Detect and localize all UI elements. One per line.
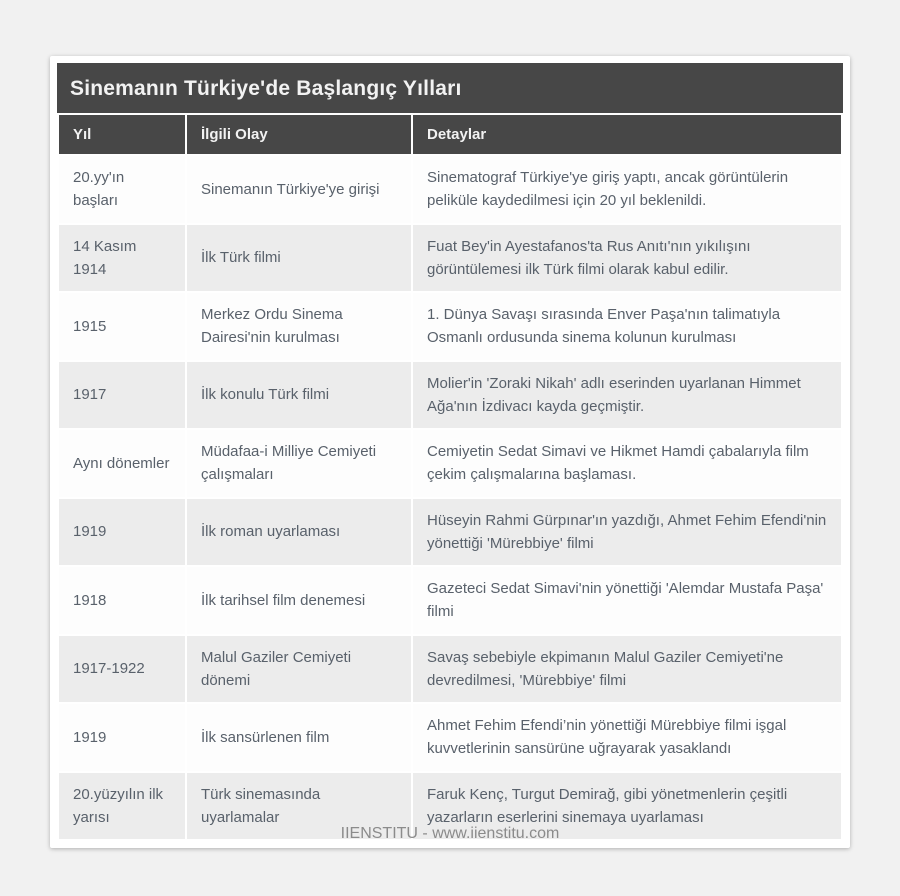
details-cell: Ahmet Fehim Efendi’nin yönettiği Mürebbiye filmi işgal kuvvetlerinin sansürüne uğrayarak yasaklandı xyxy=(413,704,841,771)
event-cell: Türk sinemasında uyarlamalar xyxy=(187,773,411,840)
details-cell: Cemiyetin Sedat Simavi ve Hikmet Hamdi çabalarıyla film çekim çalışmalarına başlaması. xyxy=(413,430,841,497)
column-header-year: Yıl xyxy=(59,115,185,154)
event-cell: Malul Gaziler Cemiyeti dönemi xyxy=(187,636,411,703)
details-cell: Gazeteci Sedat Simavi'nin yönettiği 'Alemdar Mustafa Paşa' filmi xyxy=(413,567,841,634)
year-cell: Aynı dönemler xyxy=(59,430,185,497)
table-row xyxy=(59,156,841,223)
year-cell: 1919 xyxy=(59,499,185,566)
details-cell: 1. Dünya Savaşı sırasında Enver Paşa'nın talimatıyla Osmanlı ordusunda sinema kolunun kurulması xyxy=(413,293,841,360)
year-cell: 14 Kasım 1914 xyxy=(59,225,185,292)
year-cell: 1917-1922 xyxy=(59,636,185,703)
column-header-event: İlgili Olay xyxy=(187,115,411,154)
event-cell: Sinemanın Türkiye'ye girişi xyxy=(187,156,411,223)
event-cell: Merkez Ordu Sinema Dairesi'nin kurulması xyxy=(187,293,411,360)
header-row xyxy=(59,115,841,154)
table-row xyxy=(59,362,841,429)
year-cell: 1918 xyxy=(59,567,185,634)
cinema-history-table xyxy=(57,113,843,841)
event-cell: İlk tarihsel film denemesi xyxy=(187,567,411,634)
table-row xyxy=(59,225,841,292)
table-title: Sinemanın Türkiye'de Başlangıç Yılları xyxy=(57,63,843,113)
year-cell: 20.yy'ın başları xyxy=(59,156,185,223)
details-cell: Faruk Kenç, Turgut Demirağ, gibi yönetmenlerin çeşitli yazarların eserlerini sinemaya uyarlaması xyxy=(413,773,841,840)
column-header-details: Detaylar xyxy=(413,115,841,154)
event-cell: İlk sansürlenen film xyxy=(187,704,411,771)
table-header xyxy=(59,115,841,154)
table-row xyxy=(59,430,841,497)
event-cell: Müdafaa-i Milliye Cemiyeti çalışmaları xyxy=(187,430,411,497)
table-row xyxy=(59,499,841,566)
event-cell: İlk roman uyarlaması xyxy=(187,499,411,566)
table-row xyxy=(59,567,841,634)
details-cell: Fuat Bey'in Ayestafanos'ta Rus Anıtı'nın yıkılışını görüntülemesi ilk Türk filmi olarak kabul edilir. xyxy=(413,225,841,292)
event-cell: İlk Türk filmi xyxy=(187,225,411,292)
table-row xyxy=(59,636,841,703)
details-cell: Savaş sebebiyle ekpimanın Malul Gaziler Cemiyeti'ne devredilmesi, 'Mürebbiye' filmi xyxy=(413,636,841,703)
year-cell: 1917 xyxy=(59,362,185,429)
timeline-table-card xyxy=(50,56,850,848)
details-cell: Molier'in 'Zoraki Nikah' adlı eserinden uyarlanan Himmet Ağa'nın İzdivacı kayda geçmiştir. xyxy=(413,362,841,429)
footer-credit: IIENSTITU - www.iienstitu.com xyxy=(340,825,560,842)
table-row xyxy=(59,704,841,771)
table-row xyxy=(59,293,841,360)
table-body xyxy=(59,156,841,839)
details-cell: Hüseyin Rahmi Gürpınar'ın yazdığı, Ahmet Fehim Efendi'nin yönettiği 'Mürebbiye' filmi xyxy=(413,499,841,566)
year-cell: 20.yüzyılın ilk yarısı xyxy=(59,773,185,840)
year-cell: 1915 xyxy=(59,293,185,360)
year-cell: 1919 xyxy=(59,704,185,771)
details-cell: Sinematograf Türkiye'ye giriş yaptı, ancak görüntülerin peliküle kaydedilmesi için 20 yıl beklenildi. xyxy=(413,156,841,223)
event-cell: İlk konulu Türk filmi xyxy=(187,362,411,429)
